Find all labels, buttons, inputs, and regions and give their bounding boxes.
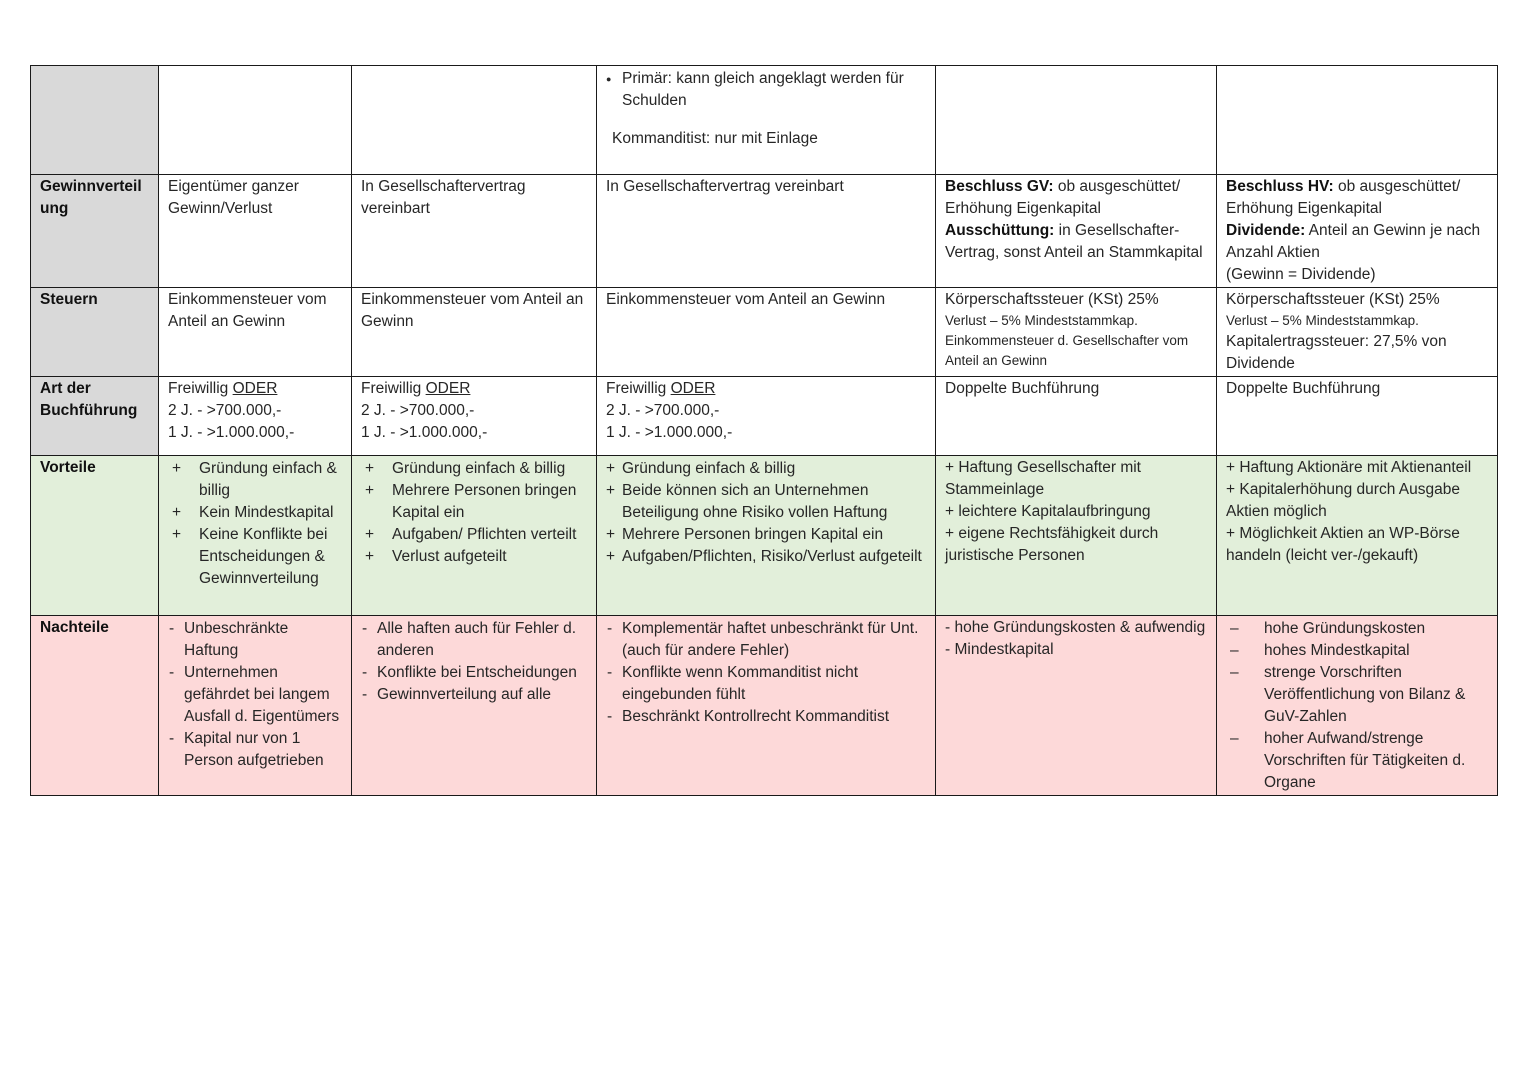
cell-kg-haftung xyxy=(597,66,936,175)
list-item: + Aufgaben/ Pflichten verteilt xyxy=(361,524,587,546)
list-item: + Haftung Aktionäre mit Aktienanteil xyxy=(1226,459,1472,476)
table-row-continuation xyxy=(31,66,1498,175)
list-item: + Gründung einfach & billig xyxy=(361,458,587,480)
cell-text: ob ausgeschüttet/ Erhöhung Eigenkapital xyxy=(1226,178,1461,217)
cell-empty xyxy=(352,66,597,175)
cell-text: Doppelte Buchführung xyxy=(936,377,1217,456)
cell-nachteile xyxy=(159,616,352,796)
list-item: + Gründung einfach & billig xyxy=(606,458,926,480)
row-label-empty xyxy=(31,66,159,175)
cell-text: Körperschaftssteuer (KSt) 25% xyxy=(945,291,1159,308)
cell-nachteile xyxy=(352,616,597,796)
list-item: – hohes Mindestkapital xyxy=(1226,640,1488,662)
cell-text: Eigentümer ganzer Gewinn/Verlust xyxy=(159,175,352,288)
cell-nachteile xyxy=(1217,616,1498,796)
cell-text: ob ausgeschüttet/ Erhöhung Eigenkapital xyxy=(945,178,1181,217)
cell-text: Freiwillig xyxy=(361,380,422,397)
row-label-vorteile: Vorteile xyxy=(31,456,159,616)
list-item: + Aufgaben/Pflichten, Risiko/Verlust aufgeteilt xyxy=(606,546,926,568)
bold-term: Dividende: xyxy=(1226,222,1306,239)
oder-underlined: ODER xyxy=(232,380,278,397)
cell-vorteile xyxy=(597,456,936,616)
cell-buchfuehrung xyxy=(597,377,936,456)
list-item: + Kein Mindestkapital xyxy=(168,502,342,524)
table-row-steuern xyxy=(31,288,1498,377)
cell-text-small: Verlust – 5% Mindeststammkap. xyxy=(945,313,1138,328)
cell-text: (Gewinn = Dividende) xyxy=(1226,266,1376,283)
cell-vorteile xyxy=(352,456,597,616)
list-item: - Gewinnverteilung auf alle xyxy=(361,684,587,706)
list-item: - Unternehmen gefährdet bei langem Ausfall d. Eigentümers xyxy=(168,662,342,728)
cell-gmbh-steuern xyxy=(936,288,1217,377)
list-item: – hoher Aufwand/strenge Vorschriften für Tätigkeiten d. Organe xyxy=(1226,728,1488,794)
list-item: - Mindestkapital xyxy=(945,641,1054,658)
list-item: + Haftung Gesellschafter mit Stammeinlage xyxy=(945,459,1141,498)
cell-text: Einkommensteuer vom Anteil an Gewinn xyxy=(597,288,936,377)
cell-ag-gewinn xyxy=(1217,175,1498,288)
list-item: - hohe Gründungskosten & aufwendig xyxy=(945,619,1206,636)
table-row-gewinnverteilung xyxy=(31,175,1498,288)
cell-vorteile xyxy=(1217,456,1498,616)
list-item: – strenge Vorschriften Veröffentlichung von Bilanz & GuV-Zahlen xyxy=(1226,662,1488,728)
comparison-table xyxy=(30,65,1498,796)
cell-text: in Gesellschafter-Vertrag, sonst Anteil an Stammkapital xyxy=(945,222,1203,261)
cell-text: Körperschaftssteuer (KSt) 25% xyxy=(1226,291,1440,308)
list-item: - Konflikte bei Entscheidungen xyxy=(361,662,587,684)
cell-text: 2 J. - >700.000,- xyxy=(168,402,282,419)
list-item: + leichtere Kapitalaufbringung xyxy=(945,503,1151,520)
cell-text: Anteil an Gewinn je nach Anzahl Aktien xyxy=(1226,222,1481,261)
cell-vorteile xyxy=(159,456,352,616)
list-item: - Alle haften auch für Fehler d. anderen xyxy=(361,618,587,662)
cell-gmbh-gewinn xyxy=(936,175,1217,288)
cell-text: Freiwillig xyxy=(606,380,667,397)
list-item: - Beschränkt Kontrollrecht Kommanditist xyxy=(606,706,926,728)
cell-text-small: Einkommensteuer d. Gesellschafter vom Anteil an Gewinn xyxy=(945,333,1189,368)
cell-empty xyxy=(936,66,1217,175)
list-item: + Mehrere Personen bringen Kapital ein xyxy=(606,524,926,546)
list-item: + Mehrere Personen bringen Kapital ein xyxy=(361,480,587,524)
list-item: – hohe Gründungskosten xyxy=(1226,618,1488,640)
cell-buchfuehrung xyxy=(352,377,597,456)
cell-text: 1 J. - >1.000.000,- xyxy=(361,424,488,441)
oder-underlined: ODER xyxy=(670,380,716,397)
bold-term: Ausschüttung: xyxy=(945,222,1055,239)
list-item: + Gründung einfach & billig xyxy=(168,458,342,502)
list-item: - Unbeschränkte Haftung xyxy=(168,618,342,662)
list-item: + Beide können sich an Unternehmen Beteiligung ohne Risiko vollen Haftung xyxy=(606,480,926,524)
list-item: + Verlust aufgeteilt xyxy=(361,546,587,568)
cell-text: In Gesellschaftervertrag vereinbart xyxy=(597,175,936,288)
cell-text: Einkommensteuer vom Anteil an Gewinn xyxy=(159,288,352,377)
cell-text: 2 J. - >700.000,- xyxy=(361,402,475,419)
cell-nachteile xyxy=(936,616,1217,796)
cell-text: 2 J. - >700.000,- xyxy=(606,402,720,419)
cell-vorteile xyxy=(936,456,1217,616)
row-label-steuern: Steuern xyxy=(31,288,159,377)
cell-text: Einkommensteuer vom Anteil an Gewinn xyxy=(352,288,597,377)
table-row-buchfuehrung xyxy=(31,377,1498,456)
list-item: ● Primär: kann gleich angeklagt werden für Schulden xyxy=(606,68,926,112)
list-item: - Komplementär haftet unbeschränkt für Unt. (auch für andere Fehler) xyxy=(606,618,926,662)
oder-underlined: ODER xyxy=(425,380,471,397)
list-item: + Keine Konflikte bei Entscheidungen & Gewinnverteilung xyxy=(168,524,342,590)
cell-text-small: Verlust – 5% Mindeststammkap. xyxy=(1226,313,1419,328)
row-label-gewinnverteilung: Gewinnverteil ung xyxy=(31,175,159,288)
list-item: - Konflikte wenn Kommanditist nicht eingebunden fühlt xyxy=(606,662,926,706)
cell-empty xyxy=(1217,66,1498,175)
row-label-nachteile: Nachteile xyxy=(31,616,159,796)
bold-term: Beschluss HV: xyxy=(1226,178,1334,195)
table-row-nachteile xyxy=(31,616,1498,796)
list-item: + Kapitalerhöhung durch Ausgabe Aktien möglich xyxy=(1226,481,1460,520)
cell-text: 1 J. - >1.000.000,- xyxy=(168,424,295,441)
cell-text: Kapitalertragssteuer: 27,5% von Dividende xyxy=(1226,333,1447,372)
kommanditist-note: Kommanditist: nur mit Einlage xyxy=(612,130,818,147)
list-item: - Kapital nur von 1 Person aufgetrieben xyxy=(168,728,342,772)
cell-empty xyxy=(159,66,352,175)
cell-ag-steuern xyxy=(1217,288,1498,377)
cell-buchfuehrung xyxy=(159,377,352,456)
cell-nachteile xyxy=(597,616,936,796)
table-row-vorteile xyxy=(31,456,1498,616)
cell-text: Freiwillig xyxy=(168,380,229,397)
cell-text: 1 J. - >1.000.000,- xyxy=(606,424,733,441)
cell-text: Doppelte Buchführung xyxy=(1217,377,1498,456)
list-item: + Möglichkeit Aktien an WP-Börse handeln (leicht ver-/gekauft) xyxy=(1226,525,1460,564)
list-item: + eigene Rechtsfähigkeit durch juristische Personen xyxy=(945,525,1159,564)
row-label-buchfuehrung: Art der Buchführung xyxy=(31,377,159,456)
bold-term: Beschluss GV: xyxy=(945,178,1054,195)
cell-text: In Gesellschaftervertrag vereinbart xyxy=(352,175,597,288)
